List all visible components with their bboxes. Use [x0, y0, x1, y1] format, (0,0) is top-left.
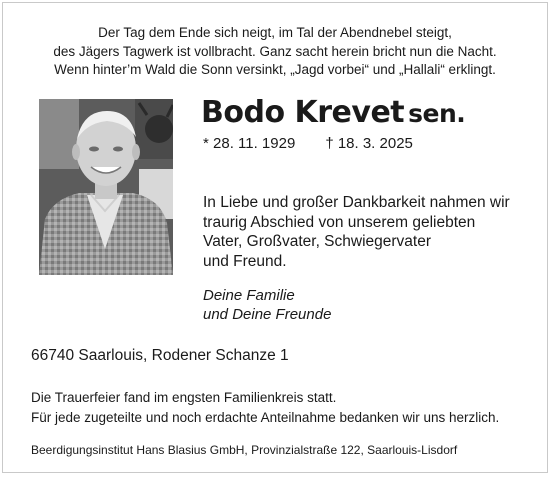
signoff-line: Deine Familie — [203, 287, 295, 304]
signoff-line: und Deine Freunde — [203, 305, 332, 323]
obituary-notice — [2, 2, 548, 473]
family-signoff — [203, 287, 331, 324]
thanks-line: Vater, Großvater, Schwiegervater — [203, 233, 432, 250]
life-dates — [203, 135, 413, 152]
deceased-name — [201, 95, 465, 130]
service-line: Für jede zugeteilte und noch erdachte Anteilnahme bedanken wir uns herzlich. — [31, 409, 500, 425]
poem-line: Der Tag dem Ende sich neigt, im Tal der Abendnebel steigt, — [98, 25, 452, 40]
birth-date: * 28. 11. 1929 — [203, 135, 296, 152]
funeral-service-note — [31, 388, 499, 427]
portrait-photo — [39, 99, 173, 275]
thanks-line: traurig Abschied von unserem geliebten — [203, 213, 476, 231]
service-line: Die Trauerfeier fand im engsten Familienkreis statt. — [31, 390, 337, 405]
name-main: Bodo Krevet — [201, 95, 405, 130]
thanks-line: und Freund. — [203, 252, 287, 270]
thanks-text — [203, 193, 510, 271]
poem-line: Wenn hinter’m Wald die Sonn versinkt, „Jagd vorbei“ und „Hallali“ erklingt. — [54, 62, 496, 77]
family-address: 66740 Saarlouis, Rodener Schanze 1 — [31, 347, 289, 364]
death-date: † 18. 3. 2025 — [325, 135, 413, 152]
name-suffix: sen. — [408, 99, 466, 128]
poem-line: des Jägers Tagwerk ist vollbracht. Ganz sacht herein bricht nun die Nacht. — [53, 43, 497, 59]
funeral-home-footer: Beerdigungsinstitut Hans Blasius GmbH, Provinzialstraße 122, Saarlouis-Lisdorf — [31, 443, 458, 457]
thanks-line: In Liebe und großer Dankbarkeit nahmen wir — [203, 194, 510, 211]
poem — [3, 24, 547, 80]
